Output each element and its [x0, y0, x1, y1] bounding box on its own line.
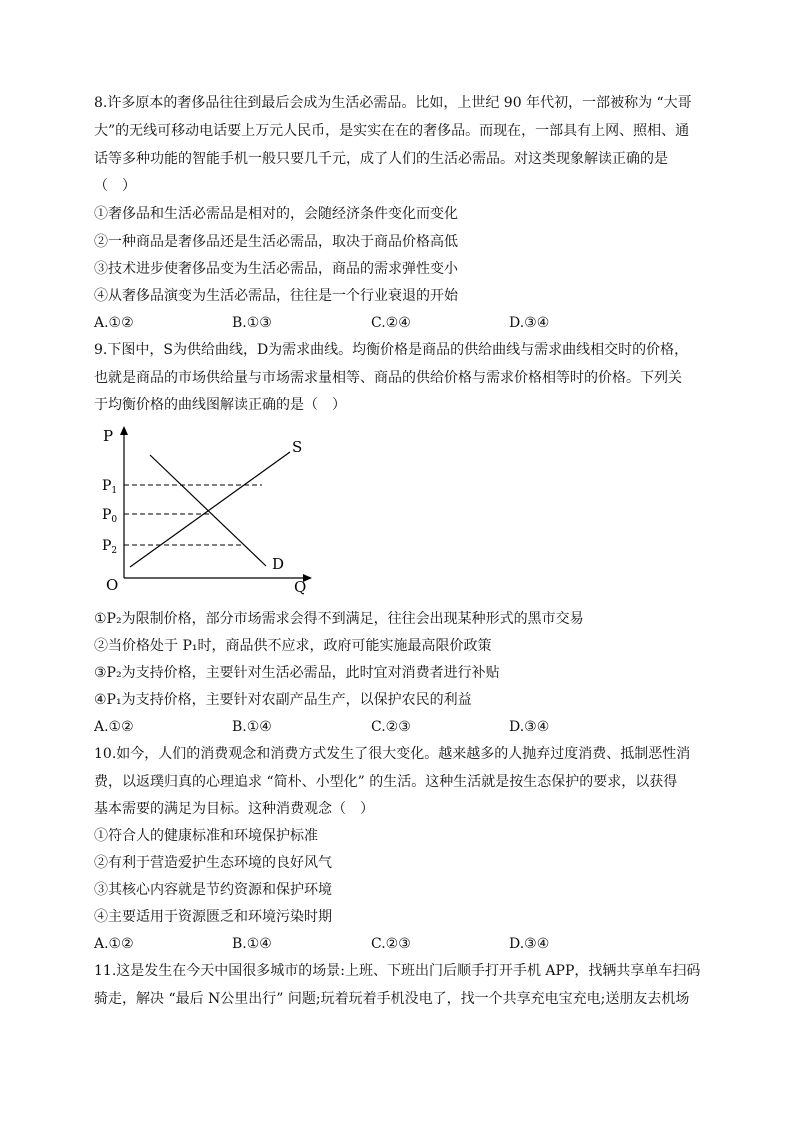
q8-text-line-2: 大”的无线可移动电话要上万元人民币，是实实在在的奢侈品。而现在，一部具有上网、照相、通	[94, 123, 690, 139]
supply-demand-graph	[100, 424, 320, 596]
q10-option-d: D.③④	[509, 936, 550, 952]
q9-text-line-1: 9.下图中，S为供给曲线，D为需求曲线。均衡价格是商品的供给曲线与需求曲线相交时的价格，	[94, 342, 689, 358]
q8-option-c: C.②④	[371, 315, 411, 331]
demand-curve	[150, 455, 266, 566]
q9-option-c: C.②③	[371, 719, 411, 735]
q10-option-a: A.①②	[94, 936, 134, 952]
q9-statement-2: ②当价格处于 P₁时，商品供不应求，政府可能实施最高限价政策	[94, 638, 492, 654]
q10-option-b: B.①④	[232, 936, 272, 952]
q10-statement-4: ④主要适用于资源匮乏和环境污染时期	[94, 909, 332, 925]
q10-option-c: C.②③	[371, 936, 411, 952]
q10-text-line-3: 基本需要的满足为目标。这种消费观念（ ）	[94, 801, 374, 817]
q8-statement-4: ④从奢侈品演变为生活必需品，往往是一个行业衰退的开始	[94, 288, 458, 304]
p1-label: $P_1$	[102, 478, 118, 496]
q-axis-label: Q	[294, 578, 307, 596]
q9-option-b: B.①④	[232, 719, 272, 735]
supply-curve	[130, 452, 290, 567]
q10-text-line-1: 10.如今，人们的消费观念和消费方式发生了很大变化。越来越多的人抛弃过度消费、抵制恶性消	[94, 746, 691, 762]
q9-statement-4: ④P₁为支持价格，主要针对农副产品生产，以保护农民的利益	[94, 692, 472, 708]
q8-options	[94, 314, 694, 332]
q8-option-a: A.①②	[94, 315, 134, 331]
q9-option-a: A.①②	[94, 719, 134, 735]
q8-answer-blank: （ ）	[94, 178, 136, 194]
q10-options	[94, 935, 694, 953]
q10-statement-3: ③其核心内容就是节约资源和保护环境	[94, 882, 332, 898]
q8-text-line-1: 8.许多原本的奢侈品往往到最后会成为生活必需品。比如，上世纪 90 年代初，一部被称为 “大哥	[94, 95, 692, 111]
q8-statement-1: ①奢侈品和生活必需品是相对的，会随经济条件变化而变化	[94, 206, 458, 222]
q8-option-d: D.③④	[509, 315, 550, 331]
q8-statement-3: ③技术进步使奢侈品变为生活必需品，商品的需求弹性变小	[94, 261, 458, 277]
q10-statement-1: ①符合人的健康标准和环境保护标准	[94, 828, 318, 844]
q9-text-line-3: 于均衡价格的曲线图解读正确的是（ ）	[94, 397, 346, 413]
p2-label: $P_2$	[102, 538, 118, 556]
q9-statement-1: ①P₂为限制价格，部分市场需求会得不到满足，往往会出现某种形式的黑市交易	[94, 611, 584, 627]
q9-text-line-2: 也就是商品的市场供给量与市场需求量相等、商品的供给价格与需求价格相等时的价格。下列关	[94, 370, 682, 386]
q9-options	[94, 718, 694, 736]
q11-text-line-1: 11.这是发生在今天中国很多城市的场景:上班、下班出门后顺手打开手机 APP，找辆共享单车扫码	[94, 963, 701, 979]
q8-option-b: B.①③	[232, 315, 272, 331]
supply-label: S	[292, 438, 303, 456]
q9-statement-3: ③P₂为支持价格，主要针对生活必需品，此时宜对消费者进行补贴	[94, 665, 500, 681]
p0-label: $P_0$	[102, 507, 118, 525]
q11-text-line-2: 骑走，解决 “最后 N公里出行” 问题;玩着玩着手机没电了，找一个共享充电宝充电;送朋友去机场	[94, 991, 690, 1007]
p-axis-arrow	[120, 426, 128, 435]
q8-statement-2: ②一种商品是奢侈品还是生活必需品，取决于商品价格高低	[94, 234, 458, 250]
origin-label: O	[106, 576, 119, 594]
q8-text-line-3: 话等多种功能的智能手机一般只要几千元，成了人们的生活必需品。对这类现象解读正确的是	[94, 151, 668, 167]
q9-option-d: D.③④	[509, 719, 550, 735]
q10-statement-2: ②有利于营造爱护生态环境的良好风气	[94, 855, 332, 871]
demand-label: D	[272, 555, 285, 573]
p-axis-label: P	[103, 427, 114, 445]
q10-text-line-2: 费，以返璞归真的心理追求 “简朴、小型化” 的生活。这种生活就是按生态保护的要求，以获得	[94, 774, 678, 790]
